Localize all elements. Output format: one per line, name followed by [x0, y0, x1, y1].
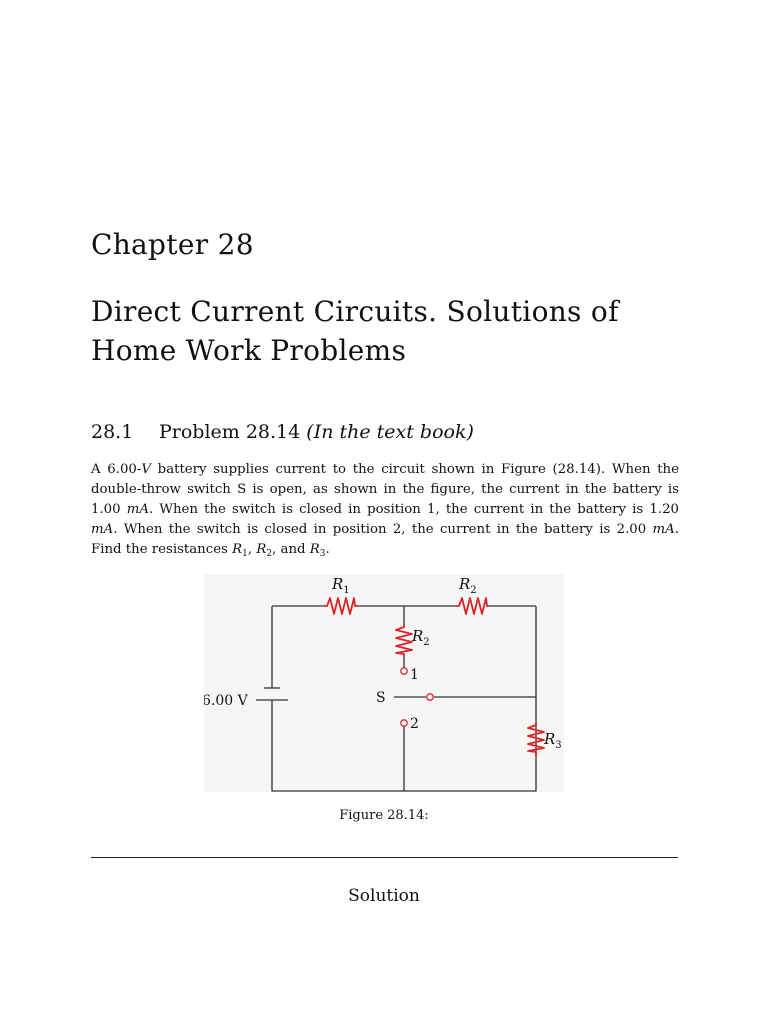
figure-background — [204, 574, 564, 792]
chapter-title — [91, 292, 691, 370]
chapter-heading: Chapter 28 — [91, 228, 254, 261]
circuit-diagram — [204, 574, 564, 792]
section-number: 28.1 — [91, 421, 134, 443]
symbol-r: R — [309, 542, 320, 557]
unit-ma: mA — [126, 502, 149, 517]
text-run: battery supplies current to the circuit shown in Figure (28.14). When the double-throw switch S is open, as shown in the figure, the current in the battery is 1.00 — [91, 462, 679, 517]
terminal-2 — [401, 720, 407, 726]
text-run: A 6.00- — [91, 462, 142, 477]
text-run: , and — [272, 542, 310, 557]
text-run: . — [325, 542, 330, 557]
r3-label: $R_3$ — [544, 730, 562, 751]
terminal-1 — [401, 668, 407, 674]
r1-label: $R_1$ — [332, 575, 350, 596]
r2-middle-label: $R_2$ — [412, 627, 430, 648]
r2-top-label: $R_2$ — [459, 575, 477, 596]
figure-caption: Figure 28.14: — [339, 808, 429, 823]
unit-ma: mA — [652, 522, 675, 537]
text-run: . When the switch is closed in position 2, the current in the battery is 2.00 — [113, 522, 653, 537]
title-line-1: Direct Current Circuits. Solutions of — [91, 295, 619, 328]
section-heading — [91, 421, 474, 443]
switch-label: S — [376, 690, 386, 706]
position-2-label: 2 — [410, 716, 419, 732]
text-run: , — [247, 542, 257, 557]
circuit-figure — [204, 574, 564, 792]
position-1-label: 1 — [410, 667, 419, 683]
solution-heading: Solution — [348, 886, 420, 906]
symbol-r: R — [256, 542, 267, 557]
terminal-common — [427, 694, 433, 700]
text-run: . When the switch is closed in position 1, the current in the battery is 1.20 — [148, 502, 679, 517]
unit-volt: V — [141, 462, 151, 477]
battery-label: 6.00 V — [204, 693, 248, 709]
unit-ma: mA — [91, 522, 114, 537]
title-line-2: Home Work Problems — [91, 334, 407, 367]
subscript: 2 — [266, 549, 273, 559]
subscript: 1 — [242, 549, 248, 559]
problem-statement — [91, 460, 679, 560]
section-title: Problem 28.14 — [159, 421, 301, 443]
symbol-r: R — [232, 542, 243, 557]
section-note: (In the text book) — [306, 421, 474, 443]
subscript: 3 — [319, 549, 326, 559]
horizontal-rule — [91, 857, 678, 858]
text-run: . Find the resistances — [91, 522, 679, 557]
